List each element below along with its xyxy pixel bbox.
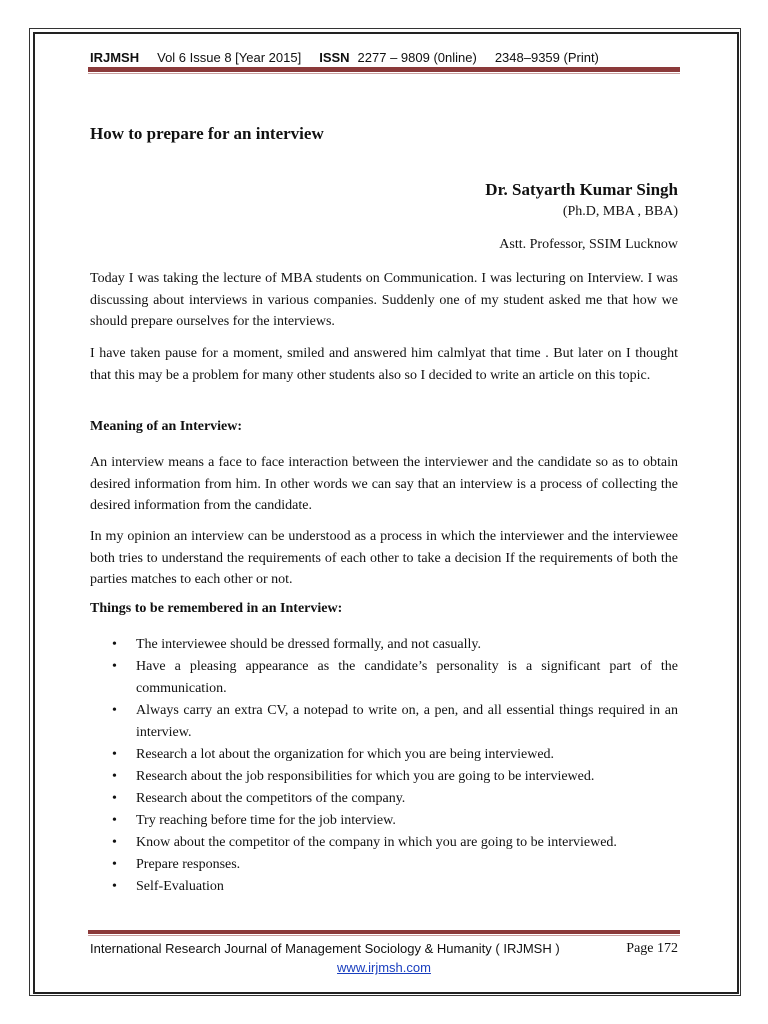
journal-website-link[interactable]: www.irjmsh.com — [337, 960, 431, 975]
section-heading-things: Things to be remembered in an Interview: — [90, 601, 343, 616]
paragraph-4: In my opinion an interview can be understood as a process in which the interviewer and the interviewee both tries to understand the requirements of each other to take a decision If the requirements of both the parties matches to each other or not. — [90, 529, 678, 587]
bullet-icon: • — [112, 791, 117, 806]
list-item: • Always carry an extra CV, a notepad to write on, a pen, and all essential things required in an interview. — [90, 700, 678, 744]
bullet-icon: • — [112, 659, 117, 674]
header-journal: IRJMSH — [90, 49, 140, 65]
bullet-list — [90, 634, 678, 898]
footer-journal-name: International Research Journal of Management Sociology & Humanity ( IRJMSH ) — [90, 941, 560, 956]
list-item: • Know about the competitor of the company in which you are going to be interviewed. — [90, 832, 678, 854]
header-issn-print: 2348–9359 (Print) — [494, 49, 599, 65]
bullet-icon: • — [112, 835, 117, 850]
article-title: How to prepare for an interview — [90, 124, 324, 143]
list-item: • Research a lot about the organization for which you are being interviewed. — [90, 744, 678, 766]
section-heading-meaning: Meaning of an Interview: — [90, 419, 243, 434]
header-volume: Vol 6 Issue 8 [Year 2015] — [157, 49, 302, 65]
list-item: • Try reaching before time for the job interview. — [90, 810, 678, 832]
footer-url-wrapper — [0, 960, 768, 975]
running-header — [90, 47, 680, 67]
bullet-icon: • — [112, 703, 117, 718]
author-name: Dr. Satyarth Kumar Singh — [485, 180, 678, 199]
bullet-icon: • — [112, 879, 117, 894]
author-affiliation: Astt. Professor, SSIM Lucknow — [499, 237, 678, 252]
paragraph-1: Today I was taking the lecture of MBA students on Communication. I was lecturing on Interview. I was discussing about interviews in various companies. Suddenly one of my student asked me that how we should prepare ourselves for the interviews. — [90, 271, 678, 329]
list-item: • Research about the competitors of the company. — [90, 788, 678, 810]
list-item: • Self-Evaluation — [90, 876, 678, 898]
paragraph-3: An interview means a face to face interaction between the interviewer and the candidate so as to obtain desired information from him. In other words we can say that an interview is a process of collecting the desired information from the candidate. — [90, 455, 678, 513]
bullet-icon: • — [112, 857, 117, 872]
author-degrees: (Ph.D, MBA , BBA) — [562, 204, 678, 219]
footer-rule-thin — [88, 935, 680, 936]
footer-rule — [88, 930, 680, 934]
running-footer — [90, 941, 678, 957]
list-item: • Have a pleasing appearance as the candidate’s personality is a significant part of the communication. — [90, 656, 678, 700]
bullet-icon: • — [112, 747, 117, 762]
header-issn-online: 2277 – 9809 (0nline) — [357, 49, 477, 65]
header-rule-thin — [88, 73, 680, 74]
header-rule — [88, 67, 680, 72]
bullet-icon: • — [112, 637, 117, 652]
bullet-icon: • — [112, 813, 117, 828]
list-item: • The interviewee should be dressed formally, and not casually. — [90, 634, 678, 656]
header-issn-label: ISSN — [319, 49, 350, 65]
bullet-icon: • — [112, 769, 117, 784]
page-number: Page 172 — [626, 941, 678, 956]
list-item: • Research about the job responsibilities for which you are going to be interviewed. — [90, 766, 678, 788]
list-item: • Prepare responses. — [90, 854, 678, 876]
paragraph-2: I have taken pause for a moment, smiled and answered him calmlyat that time . But later on I thought that this may be a problem for many other students also so I decided to write an article on this topic. — [90, 346, 678, 383]
